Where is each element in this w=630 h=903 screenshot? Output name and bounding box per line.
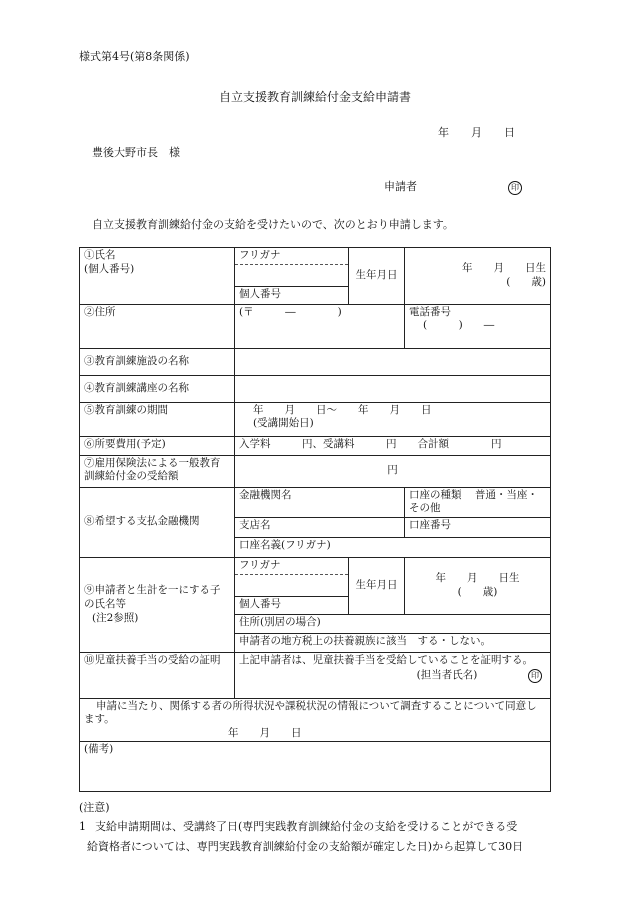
address-label: ②住所: [80, 304, 235, 348]
bank-name-field[interactable]: [235, 487, 405, 517]
employment-label: ⑦雇用保険法による一般教育訓練給付金の受給額: [80, 455, 235, 487]
applicant-label: 申請者: [384, 180, 417, 193]
phone-cell[interactable]: [405, 304, 551, 348]
name-sub-label: (個人番号): [84, 262, 135, 275]
addressee: 豊後大野市長 様: [92, 146, 180, 159]
course-field[interactable]: [235, 375, 551, 402]
furigana-field[interactable]: [235, 248, 349, 265]
child-furigana-field[interactable]: [235, 557, 349, 574]
date-line: 年 月 日: [438, 126, 515, 139]
child-birth-value: 年 月 日生: [435, 572, 520, 585]
period-field[interactable]: [235, 402, 551, 436]
page-title: 自立支援教育訓練給付金支給申請書: [218, 90, 411, 104]
facility-label: ③教育訓練施設の名称: [80, 348, 235, 375]
name-label-cell: [80, 248, 235, 305]
furigana-label: フリガナ: [239, 249, 281, 261]
allowance-text: 上記申請者は、児童扶養手当を受給していることを証明する。: [239, 653, 533, 666]
account-type-options: 普通・当座・その他: [409, 488, 538, 515]
branch-field[interactable]: [235, 517, 405, 537]
child-tax-text: 申請者の地方税上の扶養親族に該当 する・しない。: [239, 634, 491, 647]
employment-field[interactable]: [235, 455, 551, 487]
account-type-field[interactable]: [405, 487, 551, 517]
personal-number-field[interactable]: [235, 286, 349, 304]
phone-label: 電話番号: [409, 305, 451, 318]
bank-name-label: 金融機関名: [239, 488, 292, 501]
account-holder-label: 口座名義(フリガナ): [239, 538, 331, 551]
allowance-label: ⑩児童扶養手当の受給の証明: [80, 652, 235, 698]
child-tax-field[interactable]: [235, 633, 551, 652]
seal-icon: 印: [508, 180, 522, 195]
child-number-field[interactable]: [235, 596, 349, 614]
name-label: ①氏名: [84, 249, 116, 261]
cost-label: ⑥所要費用(予定): [80, 436, 235, 455]
child-address-field[interactable]: [235, 614, 551, 633]
consent-text: 申請に当たり、関係する者の所得状況や課税状況の情報について調査することについて同意します。: [84, 699, 537, 726]
child-furigana-label: フリガナ: [239, 558, 281, 571]
account-number-label: 口座番号: [409, 518, 451, 531]
period-sub: (受講開始日): [253, 417, 314, 430]
child-age-value: ( 歳): [457, 585, 498, 598]
facility-field[interactable]: [235, 348, 551, 375]
child-birth-cell[interactable]: [405, 557, 551, 614]
phone-value: ( ) ―: [423, 319, 495, 332]
address-field[interactable]: [235, 304, 405, 348]
child-birth-label: 生年月日: [349, 557, 405, 614]
bank-label: ⑧希望する支払金融機関: [80, 487, 235, 557]
period-value: 年 月 日～ 年 月 日: [253, 403, 432, 416]
child-name-field[interactable]: [235, 574, 349, 596]
seal-icon: 印: [528, 669, 542, 683]
notes-item1-line2: 給資格者については、専門実践教育訓練給付金の支給額が確定した日)から起算して30日: [87, 840, 524, 853]
account-type-label: 口座の種類: [409, 488, 462, 501]
employment-value: 円: [387, 464, 398, 477]
course-label: ④教育訓練講座の名称: [80, 375, 235, 402]
application-form: [79, 247, 551, 792]
cost-value: 入学料 円、受講料 円 合計額 円: [239, 437, 502, 450]
birth-label: 生年月日: [349, 248, 405, 305]
child-address-label: 住所(別居の場合): [239, 615, 321, 628]
consent-cell[interactable]: [80, 698, 551, 742]
allowance-person: (担当者氏名): [416, 669, 478, 682]
notes-item1-number: 1: [79, 820, 86, 833]
notes-heading: (注意): [79, 801, 110, 814]
notes-item1-line1: 支給申請期間は、受講終了日(専門実践教育訓練給付金の支給を受けることができる受: [95, 820, 518, 833]
postal-code: (〒 ― ): [239, 305, 342, 318]
branch-label: 支店名: [239, 518, 271, 531]
child-number-label: 個人番号: [239, 597, 281, 610]
allowance-cell[interactable]: [235, 652, 551, 698]
name-field[interactable]: [235, 264, 349, 286]
birth-value: 年 月 日生: [462, 262, 546, 275]
personal-number-label: 個人番号: [239, 287, 281, 300]
remarks-label: (備考): [84, 743, 114, 756]
child-note: (注2参照): [92, 611, 139, 624]
consent-date: 年 月 日: [228, 726, 302, 739]
cost-field[interactable]: [235, 436, 551, 455]
birth-value-cell[interactable]: [405, 248, 551, 305]
account-holder-field[interactable]: [235, 537, 551, 557]
intro-text: 自立支援教育訓練給付金の支給を受けたいので、次のとおり申請します。: [92, 218, 454, 231]
account-number-field[interactable]: [405, 517, 551, 537]
age-value: ( 歳): [506, 275, 546, 288]
period-label: ⑤教育訓練の期間: [80, 402, 235, 436]
remarks-cell[interactable]: [80, 742, 551, 792]
child-label-cell: [80, 557, 235, 652]
form-number: 様式第4号(第8条関係): [79, 50, 190, 63]
child-label: ⑨申請者と生計を一にする子の氏名等: [84, 584, 221, 610]
